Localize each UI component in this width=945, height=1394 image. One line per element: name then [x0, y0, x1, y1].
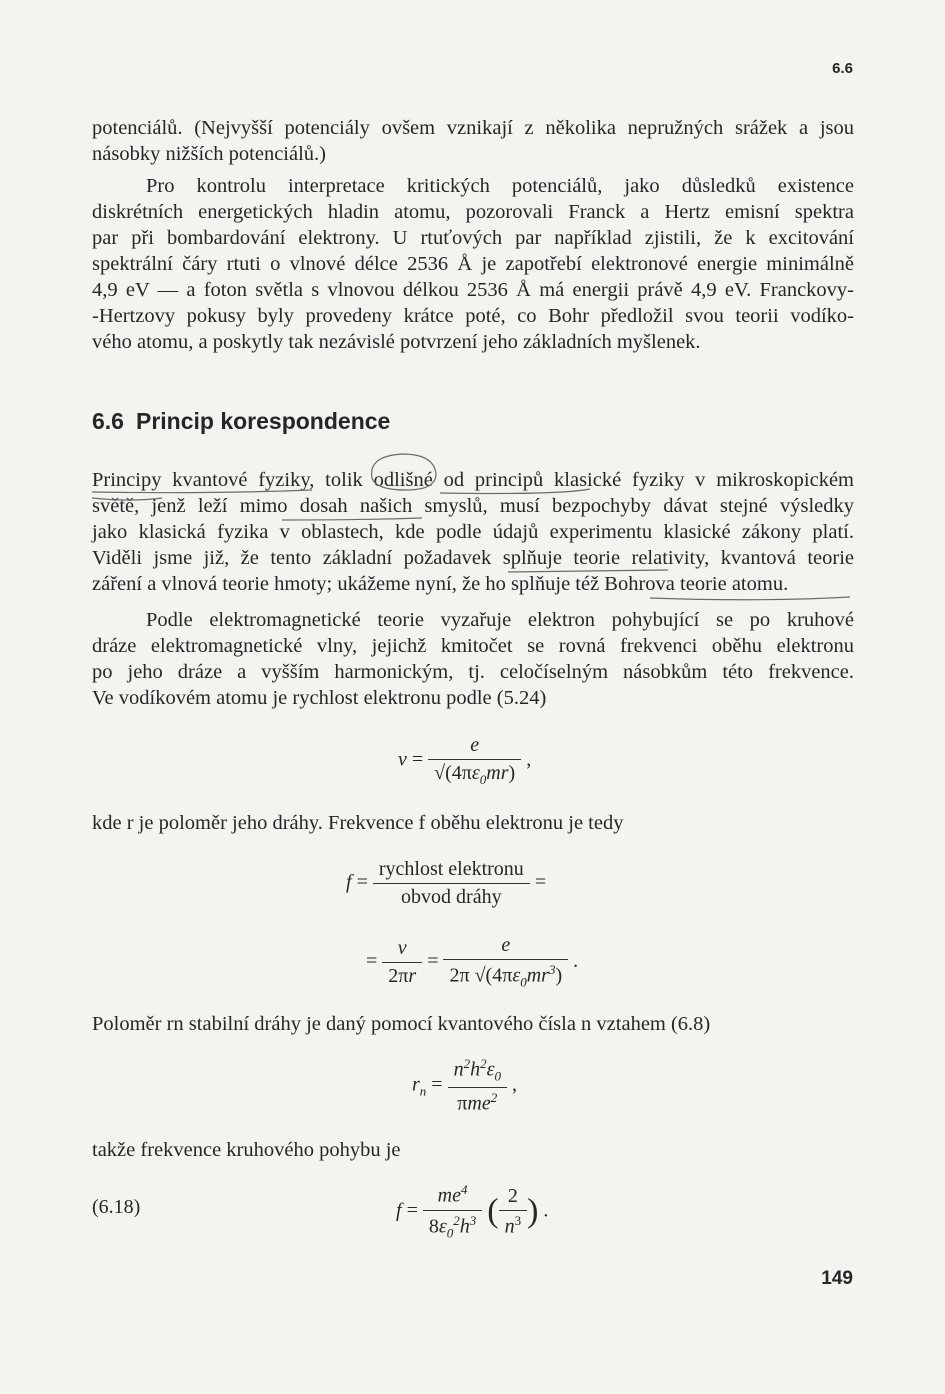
text-line: světě, jenž leží mimo dosah našich smyslů, musí bezpochyby dávat stejné výsledky: [92, 495, 854, 517]
text-line: spektrální čáry rtuti o vlnové délce 2536 Å je zapotřebí elektronové energie minimálně: [92, 253, 854, 275]
text-line: Podle elektromagnetické teorie vyzařuje elektron pohybující se po kruhové: [146, 609, 854, 631]
section-heading: [92, 408, 390, 435]
text-line: dráze elektromagnetické vlny, jejichž kmitočet se rovná frekvenci oběhu elektronu: [92, 635, 854, 657]
text-line: Principy kvantové fyziky, tolik odlišné od principů klasické fyziky v mikroskopickém: [92, 469, 854, 491]
text-line: takže frekvence kruhového pohybu je: [92, 1139, 401, 1161]
text-line: vého atomu, a poskytly tak nezávislé potvrzení jeho základních myšlenek.: [92, 331, 701, 353]
text-line: Ve vodíkovém atomu je rychlost elektronu podle (5.24): [92, 687, 547, 709]
paragraph-intro: [92, 115, 854, 167]
equation-radius: $r_n$ = $\frac{n^2h^2\varepsilon_0}{\pi me^2}$ ,: [412, 1056, 517, 1115]
text-line: Pro kontrolu interpretace kritických potenciálů, jako důsledků existence: [146, 175, 854, 197]
text-line: záření a vlnová teorie hmoty; ukážeme nyní, že ho splňuje též Bohrova teorie atomu.: [92, 573, 789, 595]
text-line: násobky nižších potenciálů.): [92, 143, 326, 165]
page-number: 149: [821, 1268, 853, 1289]
text-line: jako klasická fyzika v oblastech, kde podle údajů experimentu klasické zákony platí.: [92, 521, 854, 543]
text-line: Viděli jsme již, že tento základní požadavek splňuje teorie relativity, kvantová teorie: [92, 547, 854, 569]
text-line: kde r je poloměr jeho dráhy. Frekvence f oběhu elektronu je tedy: [92, 812, 624, 834]
pencil-underline-mark: [650, 597, 850, 600]
section-number: 6.6: [92, 408, 124, 434]
paragraph-polomer: [92, 1011, 854, 1037]
fraction-numerator: rychlost elektronu: [373, 858, 530, 884]
text-line: diskrétních energetických hladin atomu, pozorovali Franck a Hertz emisní spektra: [92, 201, 854, 223]
text-line: 4,9 eV — a foton světla s vlnovou délkou 2536 Å má energii právě 4,9 eV. Franckovy-: [92, 279, 854, 301]
text-line: -Hertzovy pokusy byly provedeny krátce poté, co Bohr předložil svou teorii vodíko-: [92, 305, 854, 327]
text-line: potenciálů. (Nejvyšší potenciály ovšem vznikají z několika nepružných srážek a jsou: [92, 117, 854, 139]
text-line: po jeho dráze a vyšším harmonickým, tj. celočíselným násobkům této frekvence.: [92, 661, 854, 683]
section-title: Princip korespondence: [135, 408, 391, 434]
running-header: 6.6: [832, 60, 853, 77]
equation-number: (6.18): [92, 1196, 141, 1218]
paragraph-takze: [92, 1137, 854, 1163]
paragraph-franck-hertz: [92, 173, 854, 355]
text-line: par při bombardování elektrony. U rtuťových par například zjistili, že k excitování: [92, 227, 854, 249]
paragraph-electromagnetic: [92, 607, 854, 711]
paragraph-correspondence: [92, 467, 854, 597]
text-line: Poloměr rn stabilní dráhy je daný pomocí kvantového čísla n vztahem (6.8): [92, 1013, 711, 1035]
equation-frequency: = $\frac{v}{2\pi r}$ = $\frac{e}{2\pi √(4\pi\varepsilon_0mr^3)}$ .: [366, 934, 579, 990]
equation-frequency-words: f = $\frac{\text{rychlost elektronu}}{\text{obvod dráhy}}$ =: [346, 858, 547, 908]
fraction-denominator: obvod dráhy: [401, 886, 502, 908]
paragraph-kde: [92, 810, 854, 836]
equation-velocity: v = $\frac{e}{√(4\pi\varepsilon_0mr)}$ ,: [398, 734, 532, 787]
equation-orbital-frequency: f = $\frac{me^4}{8\varepsilon_0^2h^3}$ ( $\frac{2}{n^3}$ ) .: [396, 1182, 549, 1241]
